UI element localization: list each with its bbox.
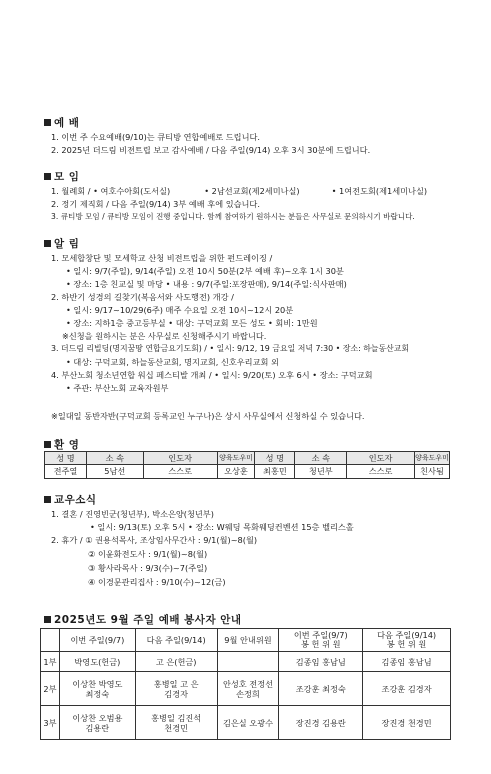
notices-section-title	[44, 236, 79, 251]
notice-line-7: ※신청을 원하시는 분은 사무실로 신청해주시기 바랍니다.	[62, 331, 267, 341]
welcome-header: 소 속	[86, 452, 143, 465]
notice-line-1: 1. 모세합창단 및 모세학교 산청 비전트립을 위한 펀드레이징 /	[51, 253, 273, 263]
servants-cell: 김종임 홍남님	[363, 652, 451, 672]
notice-line-11: • 주관: 부산노회 교육자원부	[66, 383, 169, 393]
square-bullet-icon	[44, 173, 51, 180]
servants-cell: 장진경 김용란	[279, 706, 363, 740]
servants-table	[40, 628, 451, 740]
members-title: 교우소식	[54, 494, 97, 506]
welcome-header: 성 명	[255, 452, 295, 465]
servants-row-1	[41, 652, 451, 672]
welcome-row	[45, 465, 450, 479]
welcome-cell: 최홍민	[255, 465, 295, 479]
welcome-header: 인도자	[143, 452, 217, 465]
welcome-section-title	[44, 437, 79, 452]
members-line-6: ④ 이경문관리집사 : 9/10(수)~12(금)	[88, 577, 226, 587]
servants-cell: 안성호 전정선 손정희	[217, 672, 279, 706]
servants-header	[41, 629, 60, 652]
square-bullet-icon	[44, 441, 51, 448]
meetings-item-1	[51, 186, 427, 196]
servants-cell: 박영도(헌금)	[59, 652, 135, 672]
servants-header: 다음 주일(9/14)	[135, 629, 217, 652]
servants-cell: 조강훈 김경자	[363, 672, 451, 706]
servants-row-2	[41, 672, 451, 706]
notices-title: 알 림	[54, 238, 80, 250]
notice-line-8: 3. 더드림 리빌딩(명지꿈땅 연합금요기도회) / • 일시: 9/12, 19 금요일 저녁 7:30 • 장소: 하늘동산교회	[51, 344, 409, 353]
meeting-men-1: 1. 월례회 / • 여호수아회(도서실)	[51, 186, 171, 196]
servants-cell	[217, 652, 279, 672]
welcome-header: 소 속	[295, 452, 347, 465]
worship-section-title	[44, 115, 79, 130]
servants-cell: 2부	[41, 672, 60, 706]
servants-cell: 홍병일 김진석 천경민	[135, 706, 217, 740]
welcome-header: 양육도우미	[415, 452, 450, 465]
servants-header-row	[41, 629, 451, 652]
servants-cell: 이상찬 오범용 김용란	[59, 706, 135, 740]
members-line-5: ③ 황사라목사 : 9/3(수)~7(주일)	[88, 563, 208, 573]
welcome-cell: 스스로	[347, 465, 415, 479]
servants-header: 9월 안내위원	[217, 629, 279, 652]
notice-line-10: 4. 부산노회 청소년연합 워십 페스티발 개최 / • 일시: 9/20(토) 오후 6시 • 장소: 구덕교회	[51, 370, 373, 380]
welcome-cell: 5남선	[86, 465, 143, 479]
servants-cell: 홍병일 고 은 김경자	[135, 672, 217, 706]
meeting-men-2: • 2남선교회(제2세미나실)	[204, 186, 300, 196]
welcome-cell: 스스로	[143, 465, 217, 479]
worship-item-2: 2. 2025년 더드림 비젼트립 보고 감사예배 / 다음 주일(9/14) 오후 3시 30분에 드립니다.	[51, 145, 371, 155]
welcome-title: 환 영	[54, 439, 80, 451]
servants-header: 다음 주일(9/14) 봉 헌 위 원	[363, 629, 451, 652]
square-bullet-icon	[44, 240, 51, 247]
meetings-item-2: 2. 정기 제직회 / 다음 주일(9/14) 3부 예배 후에 있습니다.	[51, 199, 260, 209]
square-bullet-icon	[44, 496, 51, 503]
notice-footnote: ※일대일 동반자반(구덕교회 등록교인 누구나)은 상시 사무실에서 신청하실 수 있습니다.	[51, 411, 365, 421]
meetings-item-3: 3. 큐티방 모임 / 큐티방 모임이 진행 중입니다. 함께 참여하기 원하시는 분들은 사무실로 문의하시기 바랍니다.	[51, 212, 415, 221]
square-bullet-icon	[44, 616, 51, 623]
members-line-3: 2. 휴가 / ① 권용석목사, 조상임사무간사 : 9/1(월)~8(월)	[51, 535, 258, 545]
members-section-title	[44, 492, 97, 507]
notice-line-3: • 장소: 1층 친교실 및 마당 • 내용 : 9/7(주일:포장판매), 9/14(주일:식사판매)	[66, 279, 347, 289]
meeting-women-1: • 1여전도회(제1세미나실)	[331, 186, 428, 196]
servants-header: 이번 주일(9/7)	[59, 629, 135, 652]
worship-title: 예 배	[54, 117, 80, 129]
servants-cell: 김종임 홍남님	[279, 652, 363, 672]
servants-header: 이번 주일(9/7) 봉 헌 위 원	[279, 629, 363, 652]
welcome-cell: 청년부	[295, 465, 347, 479]
welcome-cell: 친사됨	[415, 465, 450, 479]
welcome-table	[44, 451, 450, 479]
servants-cell: 장진경 천경민	[363, 706, 451, 740]
square-bullet-icon	[44, 119, 51, 126]
servants-cell: 조강훈 최정숙	[279, 672, 363, 706]
welcome-cell: 오상훈	[217, 465, 255, 479]
notice-line-6: • 장소: 지하1층 중고등부실 • 대상: 구덕교회 모든 성도 • 회비: 1만원	[66, 318, 318, 328]
welcome-header-row	[45, 452, 450, 465]
meetings-title: 모 임	[54, 171, 80, 183]
welcome-cell: 전주열	[45, 465, 87, 479]
servants-row-3	[41, 706, 451, 740]
meetings-section-title	[44, 169, 79, 184]
notice-line-4: 2. 하반기 성경의 길찾기(복음서와 사도행전) 개강 /	[51, 292, 234, 302]
members-line-2: • 일시: 9/13(토) 오후 5시 • 장소: W웨딩 목화웨딩컨벤션 15층 벨리스홀	[90, 522, 354, 532]
notice-line-9: • 대상: 구덕교회, 하늘동산교회, 명지교회, 신호우리교회 외	[66, 357, 279, 367]
notice-line-2: • 일시: 9/7(주일), 9/14(주일) 오전 10시 50분(2부 예배 후)~오후 1시 30분	[66, 266, 344, 276]
welcome-header: 양육도우미	[217, 452, 255, 465]
servants-cell: 1부	[41, 652, 60, 672]
worship-item-1: 1. 이번 주 수요예배(9/10)는 큐티방 연합예배로 드립니다.	[51, 132, 260, 142]
welcome-header: 인도자	[347, 452, 415, 465]
servants-section-title	[44, 612, 242, 627]
members-line-1: 1. 결혼 / 진영빈군(청년부), 박소은양(청년부)	[51, 509, 214, 519]
servants-cell: 김은실 오광수	[217, 706, 279, 740]
servants-title: 2025년도 9월 주일 예배 봉사자 안내	[54, 614, 242, 626]
welcome-header: 성 명	[45, 452, 87, 465]
servants-cell: 고 은(헌금)	[135, 652, 217, 672]
members-line-4: ② 이윤화전도사 : 9/1(월)~8(월)	[88, 549, 208, 559]
servants-cell: 3부	[41, 706, 60, 740]
notice-line-5: • 일시: 9/17~10/29(6주) 매주 수요일 오전 10시~12시 20분	[66, 305, 294, 315]
servants-cell: 이상찬 박영도 최정숙	[59, 672, 135, 706]
